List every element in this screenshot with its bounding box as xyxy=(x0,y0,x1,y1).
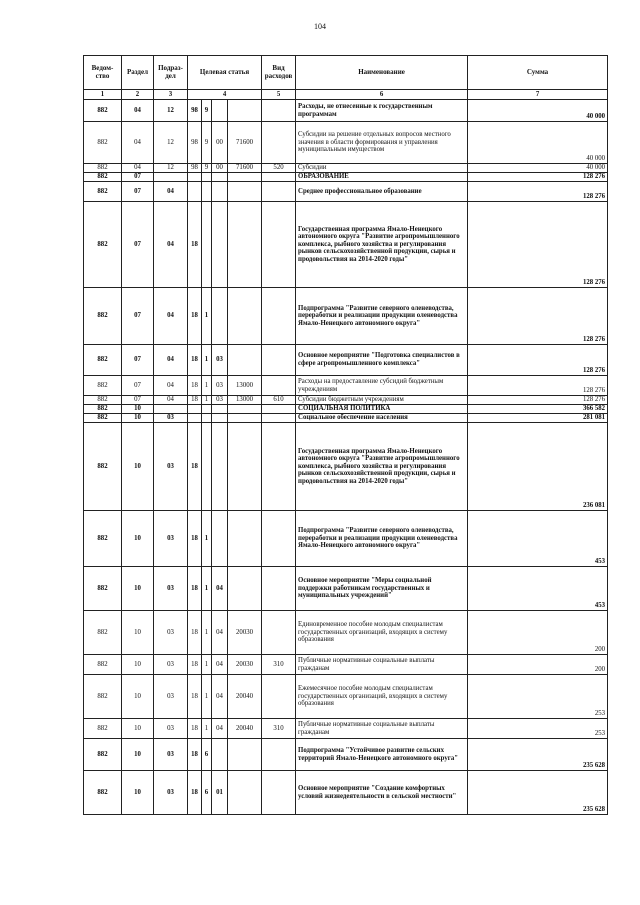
cell-name: Социальное обеспечение населения xyxy=(296,414,468,423)
cell-vid-rashodov: 310 xyxy=(262,719,296,739)
cell-podrazdel: 04 xyxy=(154,376,188,396)
cell-cs-subprogram xyxy=(202,405,212,414)
table-row xyxy=(84,611,608,655)
header-vedomstvo: Ведом-ство xyxy=(84,56,122,90)
cell-razdel: 07 xyxy=(122,202,154,288)
table-row xyxy=(84,345,608,376)
cell-cs-subprogram: 6 xyxy=(202,771,212,815)
cell-cs-event xyxy=(212,414,228,423)
cell-razdel: 07 xyxy=(122,288,154,345)
cell-cs-subprogram: 1 xyxy=(202,376,212,396)
col-number: 7 xyxy=(468,90,608,100)
cell-cs-event xyxy=(212,100,228,122)
budget-table xyxy=(83,55,608,815)
cell-cs-event: 04 xyxy=(212,655,228,675)
cell-name: Подпрограмма "Устойчивое развитие сельских территорий Ямало-Ненецкого автономного округа" xyxy=(296,739,468,771)
cell-vedomstvo: 882 xyxy=(84,611,122,655)
cell-vedomstvo: 882 xyxy=(84,739,122,771)
cell-cs-program: 18 xyxy=(188,655,202,675)
cell-cs-subprogram: 9 xyxy=(202,164,212,173)
cell-sum: 281 081 xyxy=(468,414,608,423)
cell-cs-subprogram: 1 xyxy=(202,655,212,675)
cell-razdel: 10 xyxy=(122,611,154,655)
header-podrazdel: Подраз-дел xyxy=(154,56,188,90)
cell-name: Расходы, не отнесенные к государственным программам xyxy=(296,100,468,122)
cell-name: Среднее профессиональное образование xyxy=(296,182,468,202)
cell-razdel: 10 xyxy=(122,771,154,815)
cell-name: Публичные нормативные социальные выплаты гражданам xyxy=(296,719,468,739)
cell-cs-event xyxy=(212,405,228,414)
cell-vid-rashodov xyxy=(262,567,296,611)
cell-cs-subprogram: 1 xyxy=(202,567,212,611)
cell-name: Основное мероприятие "Создание комфортных условий жизнедеятельности в сельской местности" xyxy=(296,771,468,815)
cell-razdel: 10 xyxy=(122,739,154,771)
cell-podrazdel: 03 xyxy=(154,675,188,719)
cell-cs-program: 18 xyxy=(188,739,202,771)
cell-razdel: 04 xyxy=(122,100,154,122)
cell-razdel: 10 xyxy=(122,405,154,414)
cell-name: Расходы на предоставление субсидий бюджетным учреждениям xyxy=(296,376,468,396)
cell-cs-program: 18 xyxy=(188,376,202,396)
cell-name: Ежемесячное пособие молодым специалистам государственных организаций, входящих в систему образования xyxy=(296,675,468,719)
cell-vedomstvo: 882 xyxy=(84,173,122,182)
table-row xyxy=(84,511,608,567)
cell-cs-direction xyxy=(228,405,262,414)
cell-cs-direction: 20030 xyxy=(228,611,262,655)
cell-cs-event: 04 xyxy=(212,719,228,739)
table-row xyxy=(84,173,608,182)
header-celevaya: Целевая статья xyxy=(188,56,262,90)
cell-cs-direction xyxy=(228,100,262,122)
cell-cs-direction xyxy=(228,567,262,611)
cell-cs-program: 18 xyxy=(188,202,202,288)
cell-cs-subprogram: 1 xyxy=(202,396,212,405)
cell-vid-rashodov xyxy=(262,288,296,345)
cell-cs-subprogram: 6 xyxy=(202,739,212,771)
cell-podrazdel: 03 xyxy=(154,423,188,511)
table-row xyxy=(84,414,608,423)
cell-razdel: 07 xyxy=(122,182,154,202)
cell-cs-event: 03 xyxy=(212,345,228,376)
cell-cs-direction: 71600 xyxy=(228,122,262,164)
cell-cs-event xyxy=(212,511,228,567)
cell-cs-subprogram: 9 xyxy=(202,100,212,122)
cell-cs-subprogram xyxy=(202,182,212,202)
table-row xyxy=(84,100,608,122)
cell-cs-event: 00 xyxy=(212,164,228,173)
cell-vid-rashodov xyxy=(262,405,296,414)
cell-sum: 128 276 xyxy=(468,173,608,182)
cell-cs-event xyxy=(212,288,228,345)
cell-cs-event: 03 xyxy=(212,396,228,405)
table-row xyxy=(84,288,608,345)
cell-vedomstvo: 882 xyxy=(84,675,122,719)
table-row xyxy=(84,739,608,771)
col-number: 3 xyxy=(154,90,188,100)
cell-razdel: 10 xyxy=(122,675,154,719)
cell-razdel: 10 xyxy=(122,511,154,567)
cell-cs-direction xyxy=(228,173,262,182)
cell-cs-subprogram: 1 xyxy=(202,288,212,345)
cell-cs-event xyxy=(212,173,228,182)
col-number: 4 xyxy=(188,90,262,100)
cell-cs-subprogram xyxy=(202,414,212,423)
cell-cs-direction: 20040 xyxy=(228,675,262,719)
cell-sum: 40 000 xyxy=(468,100,608,122)
cell-sum: 128 276 xyxy=(468,376,608,396)
cell-razdel: 10 xyxy=(122,423,154,511)
cell-sum: 128 276 xyxy=(468,288,608,345)
cell-cs-program: 18 xyxy=(188,567,202,611)
cell-podrazdel: 03 xyxy=(154,611,188,655)
column-number-row xyxy=(84,90,608,100)
cell-cs-subprogram xyxy=(202,423,212,511)
cell-vid-rashodov xyxy=(262,345,296,376)
header-razdel: Раздел xyxy=(122,56,154,90)
cell-podrazdel xyxy=(154,405,188,414)
cell-cs-subprogram xyxy=(202,173,212,182)
cell-razdel: 07 xyxy=(122,376,154,396)
cell-name: Основное мероприятие "Подготовка специалистов в сфере агропромышленного комплекса" xyxy=(296,345,468,376)
table-row xyxy=(84,396,608,405)
cell-cs-program: 98 xyxy=(188,100,202,122)
cell-vedomstvo: 882 xyxy=(84,122,122,164)
cell-cs-direction xyxy=(228,423,262,511)
cell-sum: 235 628 xyxy=(468,739,608,771)
table-row xyxy=(84,202,608,288)
cell-cs-subprogram: 1 xyxy=(202,345,212,376)
cell-vedomstvo: 882 xyxy=(84,511,122,567)
cell-cs-direction xyxy=(228,771,262,815)
cell-name: Основное мероприятие "Меры социальной поддержки работникам государственных и муниципальных учреждений" xyxy=(296,567,468,611)
cell-razdel: 07 xyxy=(122,173,154,182)
table-row xyxy=(84,771,608,815)
cell-podrazdel: 03 xyxy=(154,511,188,567)
cell-cs-event xyxy=(212,202,228,288)
cell-vid-rashodov: 310 xyxy=(262,655,296,675)
cell-name: Субсидии бюджетным учреждениям xyxy=(296,396,468,405)
table-row xyxy=(84,675,608,719)
cell-name: Подпрограмма "Развитие северного оленеводства, переработки и реализации продукции оленеводства Ямало-Ненецкого автономного округа" xyxy=(296,288,468,345)
cell-vedomstvo: 882 xyxy=(84,376,122,396)
cell-vid-rashodov xyxy=(262,675,296,719)
cell-vid-rashodov xyxy=(262,376,296,396)
cell-razdel: 07 xyxy=(122,345,154,376)
col-number: 2 xyxy=(122,90,154,100)
table-row xyxy=(84,376,608,396)
cell-cs-program: 18 xyxy=(188,511,202,567)
col-number: 1 xyxy=(84,90,122,100)
cell-cs-event: 04 xyxy=(212,675,228,719)
cell-cs-direction xyxy=(228,182,262,202)
cell-cs-event xyxy=(212,739,228,771)
cell-cs-event: 01 xyxy=(212,771,228,815)
cell-cs-direction: 13000 xyxy=(228,376,262,396)
cell-cs-program xyxy=(188,405,202,414)
cell-vid-rashodov xyxy=(262,414,296,423)
cell-cs-program: 18 xyxy=(188,675,202,719)
cell-podrazdel xyxy=(154,173,188,182)
page-number: 104 xyxy=(314,22,326,31)
cell-podrazdel: 12 xyxy=(154,122,188,164)
cell-cs-subprogram xyxy=(202,202,212,288)
cell-podrazdel: 03 xyxy=(154,739,188,771)
cell-vid-rashodov xyxy=(262,611,296,655)
cell-cs-program xyxy=(188,173,202,182)
cell-cs-event xyxy=(212,182,228,202)
cell-vedomstvo: 882 xyxy=(84,100,122,122)
cell-vedomstvo: 882 xyxy=(84,164,122,173)
cell-razdel: 10 xyxy=(122,655,154,675)
cell-cs-direction xyxy=(228,345,262,376)
table-row xyxy=(84,164,608,173)
cell-sum: 128 276 xyxy=(468,202,608,288)
cell-cs-direction xyxy=(228,288,262,345)
cell-cs-program: 18 xyxy=(188,396,202,405)
header-vid: Вид расходов xyxy=(262,56,296,90)
cell-cs-direction xyxy=(228,414,262,423)
table-row xyxy=(84,122,608,164)
cell-razdel: 04 xyxy=(122,164,154,173)
cell-cs-program xyxy=(188,414,202,423)
cell-cs-program: 18 xyxy=(188,771,202,815)
cell-vid-rashodov xyxy=(262,100,296,122)
cell-sum: 40 000 xyxy=(468,122,608,164)
cell-cs-program: 98 xyxy=(188,164,202,173)
cell-sum: 453 xyxy=(468,567,608,611)
cell-cs-event: 04 xyxy=(212,567,228,611)
cell-vid-rashodov xyxy=(262,771,296,815)
cell-cs-program: 18 xyxy=(188,423,202,511)
table-row xyxy=(84,567,608,611)
cell-cs-program: 98 xyxy=(188,122,202,164)
col-number: 5 xyxy=(262,90,296,100)
cell-sum: 128 276 xyxy=(468,182,608,202)
cell-cs-subprogram: 1 xyxy=(202,511,212,567)
cell-vid-rashodov xyxy=(262,173,296,182)
cell-cs-program: 18 xyxy=(188,719,202,739)
cell-cs-event xyxy=(212,423,228,511)
cell-sum: 253 xyxy=(468,719,608,739)
table-row xyxy=(84,405,608,414)
cell-name: Публичные нормативные социальные выплаты гражданам xyxy=(296,655,468,675)
cell-sum: 40 000 xyxy=(468,164,608,173)
cell-vedomstvo: 882 xyxy=(84,405,122,414)
header-row xyxy=(84,56,608,90)
cell-name: Субсидии на решение отдельных вопросов местного значения в области формирования и управления муниципальным имуществом xyxy=(296,122,468,164)
cell-podrazdel: 04 xyxy=(154,396,188,405)
cell-sum: 128 276 xyxy=(468,345,608,376)
cell-razdel: 07 xyxy=(122,396,154,405)
cell-name: СОЦИАЛЬНАЯ ПОЛИТИКА xyxy=(296,405,468,414)
cell-vedomstvo: 882 xyxy=(84,771,122,815)
cell-sum: 453 xyxy=(468,511,608,567)
cell-name: Государственная программа Ямало-Ненецкого автономного округа "Развитие агропромышленного комплекса, рыбного хозяйства и регулирования рынков сельскохозяйственной продукции, сырья и продовольствия на 2014-2020 годы" xyxy=(296,202,468,288)
cell-cs-direction xyxy=(228,739,262,771)
cell-cs-direction: 71600 xyxy=(228,164,262,173)
cell-podrazdel: 03 xyxy=(154,719,188,739)
cell-podrazdel: 03 xyxy=(154,567,188,611)
cell-podrazdel: 12 xyxy=(154,164,188,173)
cell-cs-direction: 20040 xyxy=(228,719,262,739)
cell-vedomstvo: 882 xyxy=(84,655,122,675)
cell-cs-event: 04 xyxy=(212,611,228,655)
cell-cs-program: 18 xyxy=(188,611,202,655)
cell-vedomstvo: 882 xyxy=(84,414,122,423)
cell-vedomstvo: 882 xyxy=(84,396,122,405)
table-row xyxy=(84,182,608,202)
cell-podrazdel: 04 xyxy=(154,345,188,376)
cell-cs-subprogram: 9 xyxy=(202,122,212,164)
cell-vedomstvo: 882 xyxy=(84,345,122,376)
cell-vedomstvo: 882 xyxy=(84,719,122,739)
cell-cs-event: 00 xyxy=(212,122,228,164)
cell-vid-rashodov xyxy=(262,182,296,202)
cell-vid-rashodov xyxy=(262,739,296,771)
cell-name: ОБРАЗОВАНИЕ xyxy=(296,173,468,182)
cell-cs-program: 18 xyxy=(188,288,202,345)
cell-vedomstvo: 882 xyxy=(84,182,122,202)
cell-sum: 366 582 xyxy=(468,405,608,414)
cell-vid-rashodov xyxy=(262,423,296,511)
cell-podrazdel: 03 xyxy=(154,655,188,675)
cell-podrazdel: 03 xyxy=(154,771,188,815)
cell-cs-direction: 20030 xyxy=(228,655,262,675)
cell-vedomstvo: 882 xyxy=(84,202,122,288)
cell-vid-rashodov xyxy=(262,511,296,567)
cell-name: Субсидии xyxy=(296,164,468,173)
cell-name: Подпрограмма "Развитие северного оленеводства, переработки и реализации продукции оленеводства Ямало-Ненецкого автономного округа" xyxy=(296,511,468,567)
col-number: 6 xyxy=(296,90,468,100)
cell-cs-direction: 13000 xyxy=(228,396,262,405)
table-body xyxy=(84,100,608,815)
cell-cs-subprogram: 1 xyxy=(202,675,212,719)
cell-cs-subprogram: 1 xyxy=(202,719,212,739)
cell-cs-direction xyxy=(228,202,262,288)
cell-vedomstvo: 882 xyxy=(84,423,122,511)
cell-vedomstvo: 882 xyxy=(84,288,122,345)
cell-vid-rashodov xyxy=(262,122,296,164)
cell-cs-direction xyxy=(228,511,262,567)
cell-podrazdel: 12 xyxy=(154,100,188,122)
cell-sum: 200 xyxy=(468,655,608,675)
table-row xyxy=(84,423,608,511)
cell-razdel: 04 xyxy=(122,122,154,164)
cell-razdel: 10 xyxy=(122,414,154,423)
cell-vid-rashodov xyxy=(262,202,296,288)
cell-name: Государственная программа Ямало-Ненецкого автономного округа "Развитие агропромышленного комплекса, рыбного хозяйства и регулирования рынков сельскохозяйственной продукции, сырья и продовольствия на 2014-2020 годы" xyxy=(296,423,468,511)
cell-cs-program xyxy=(188,182,202,202)
cell-podrazdel: 04 xyxy=(154,202,188,288)
cell-cs-event: 03 xyxy=(212,376,228,396)
cell-razdel: 10 xyxy=(122,719,154,739)
cell-podrazdel: 04 xyxy=(154,182,188,202)
cell-sum: 128 276 xyxy=(468,396,608,405)
cell-podrazdel: 03 xyxy=(154,414,188,423)
cell-sum: 253 xyxy=(468,675,608,719)
cell-vid-rashodov: 610 xyxy=(262,396,296,405)
header-sum: Сумма xyxy=(468,56,608,90)
cell-name: Единовременное пособие молодым специалистам государственных организаций, входящих в систему образования xyxy=(296,611,468,655)
cell-sum: 200 xyxy=(468,611,608,655)
table-row xyxy=(84,655,608,675)
cell-vid-rashodov: 520 xyxy=(262,164,296,173)
cell-vedomstvo: 882 xyxy=(84,567,122,611)
cell-cs-program: 18 xyxy=(188,345,202,376)
cell-podrazdel: 04 xyxy=(154,288,188,345)
cell-sum: 235 628 xyxy=(468,771,608,815)
header-name: Наименование xyxy=(296,56,468,90)
cell-cs-subprogram: 1 xyxy=(202,611,212,655)
table-row xyxy=(84,719,608,739)
cell-razdel: 10 xyxy=(122,567,154,611)
cell-sum: 236 081 xyxy=(468,423,608,511)
